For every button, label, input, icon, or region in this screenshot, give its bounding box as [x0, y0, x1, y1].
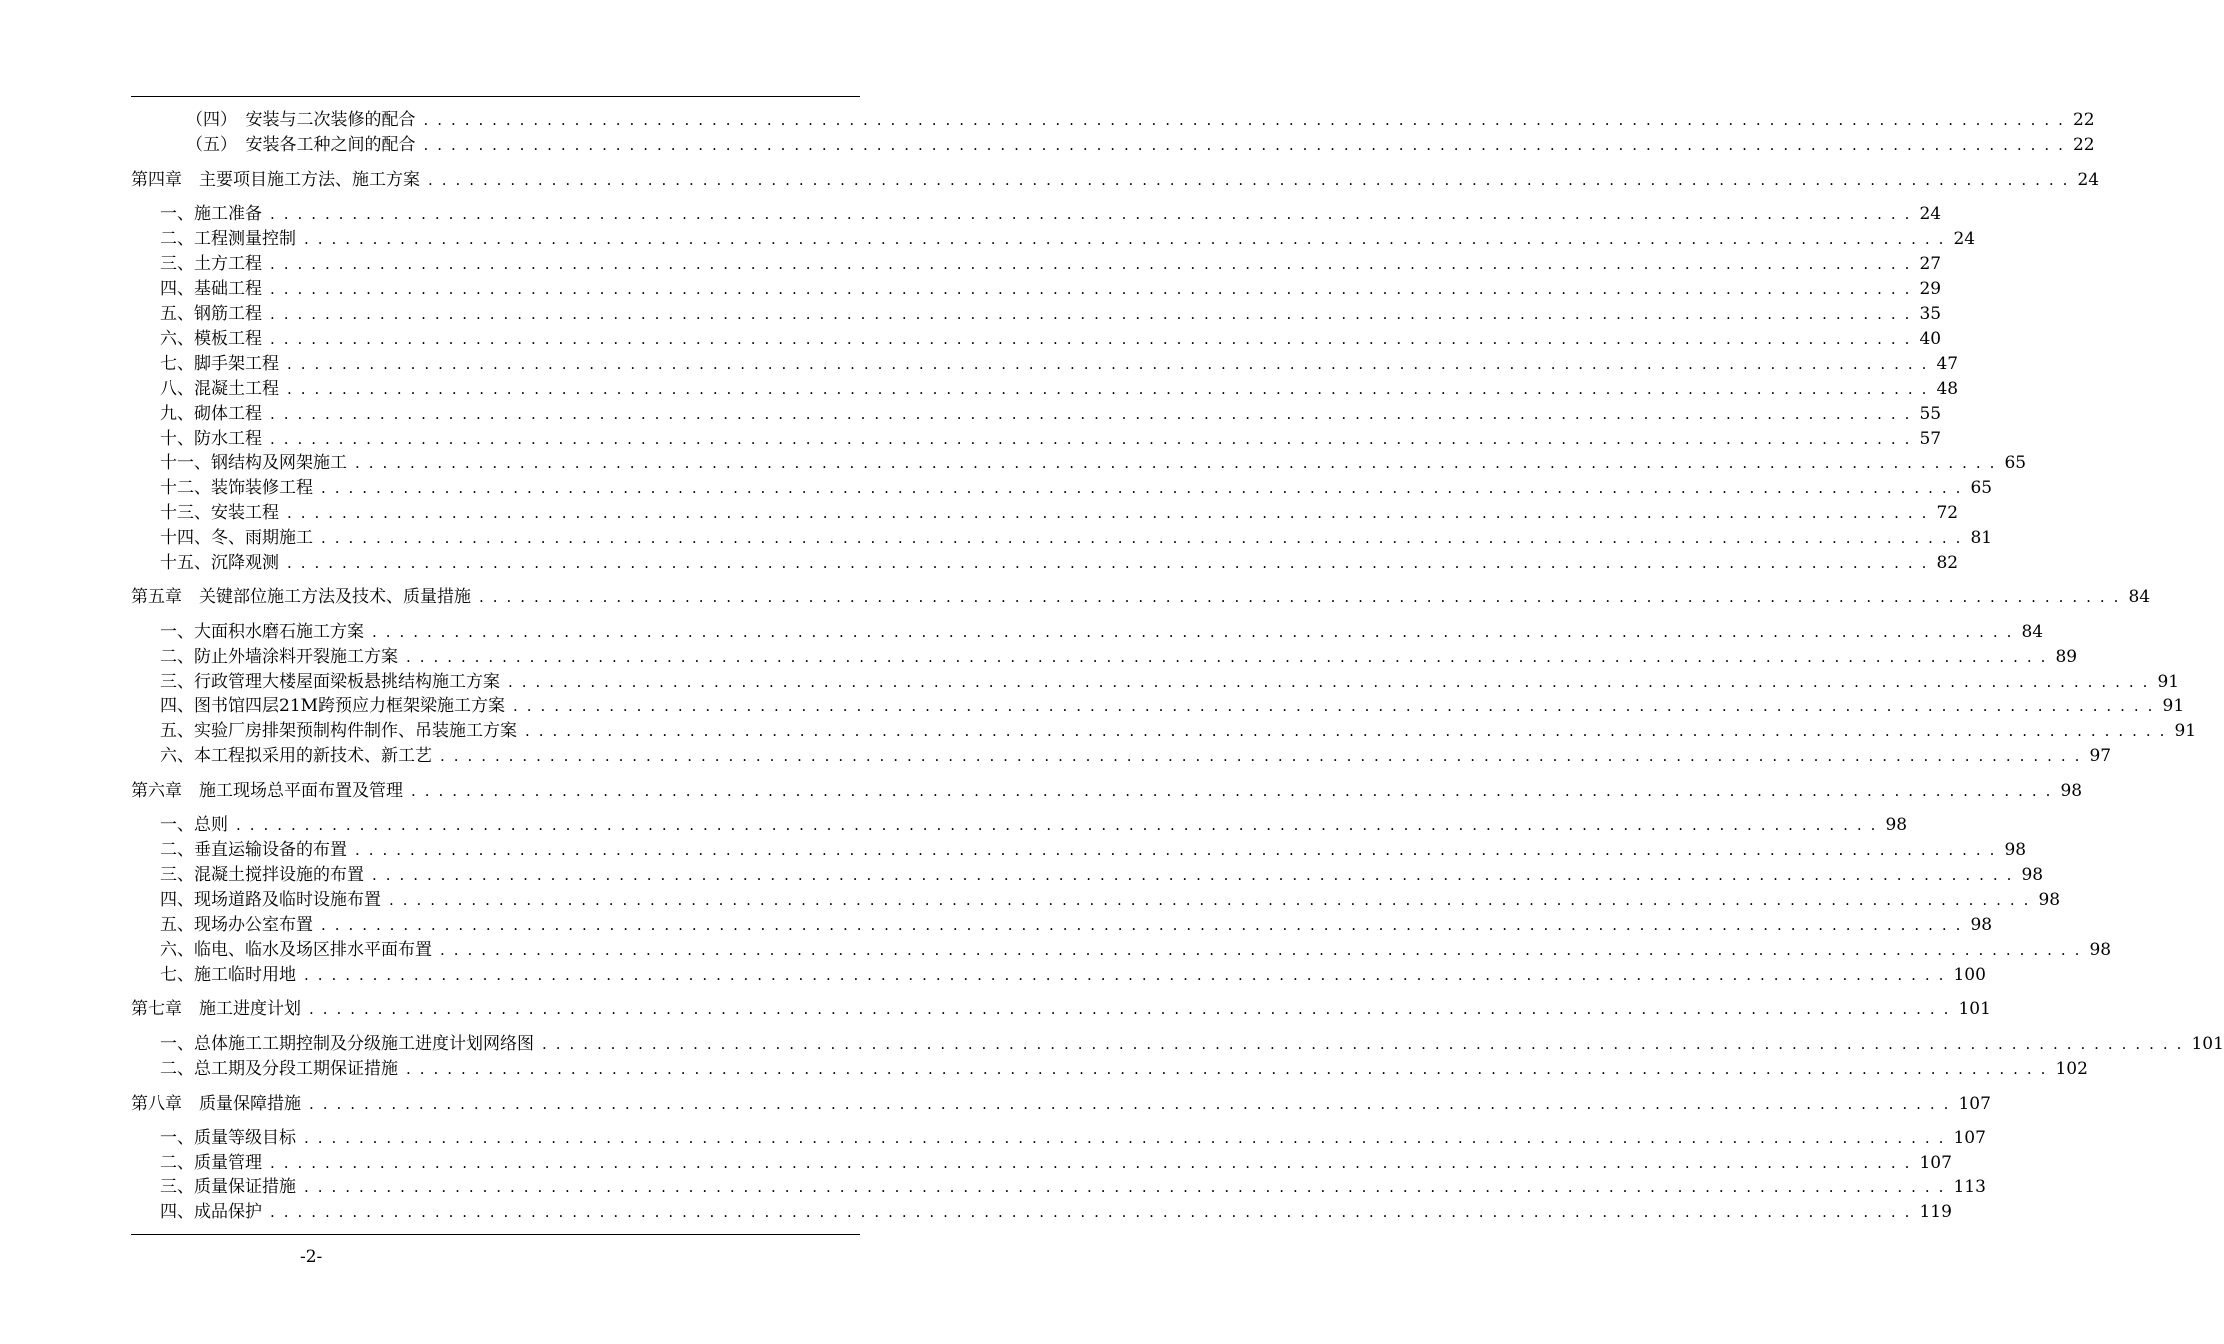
toc-entry-title: 六、本工程拟采用的新技术、新工艺: [160, 746, 432, 766]
toc-entry[interactable]: [160, 963, 1986, 987]
toc-entry[interactable]: [160, 227, 1976, 251]
toc-entry[interactable]: [160, 913, 1993, 937]
toc-entry[interactable]: [160, 476, 1993, 500]
toc-dot-leader: . . . . . . . . . . . . . . . . . . . . . . . . . . . . . . . . . . . . . . . . . . . . . . . . . . . . . . . . . . . . . . . . . . . . . . . . . . . . . . . . . . . . . . . . . . . . . . . . . . . . . . . . . . . . . . . . . . . . . . . .: [440, 941, 2082, 959]
toc-entry-page: 89: [2055, 647, 2078, 667]
toc-entry-title: （四） 安装与二次装修的配合: [186, 110, 416, 130]
toc-dot-leader: . . . . . . . . . . . . . . . . . . . . . . . . . . . . . . . . . . . . . . . . . . . . . . . . . . . . . . . . . . . . . . . . . . . . . . . . . . . . . . . . . . . . . . . . . . . . . . . . . . . . . . . . . . . . . . . . . . . . . . . .: [304, 230, 1946, 248]
toc-dot-leader: . . . . . . . . . . . . . . . . . . . . . . . . . . . . . . . . . . . . . . . . . . . . . . . . . . . . . . . . . . . . . . . . . . . . . . . . . . . . . . . . . . . . . . . . . . . . . . . . . . . . . . . . . . . . . . . . . . . . . . . .: [287, 380, 1929, 398]
toc-entry-page: 24: [2077, 170, 2100, 190]
toc-dot-leader: . . . . . . . . . . . . . . . . . . . . . . . . . . . . . . . . . . . . . . . . . . . . . . . . . . . . . . . . . . . . . . . . . . . . . . . . . . . . . . . . . . . . . . . . . . . . . . . . . . . . . . . . . . . . . . . . . . . . . . . .: [304, 1129, 1946, 1147]
toc-dot-leader: . . . . . . . . . . . . . . . . . . . . . . . . . . . . . . . . . . . . . . . . . . . . . . . . . . . . . . . . . . . . . . . . . . . . . . . . . . . . . . . . . . . . . . . . . . . . . . . . . . . . . . . . . . . . . . . . . . . . . . . .: [423, 111, 2065, 129]
toc-entry[interactable]: [160, 252, 1942, 276]
toc-entry[interactable]: [160, 377, 1959, 401]
toc-dot-leader: . . . . . . . . . . . . . . . . . . . . . . . . . . . . . . . . . . . . . . . . . . . . . . . . . . . . . . . . . . . . . . . . . . . . . . . . . . . . . . . . . . . . . . . . . . . . . . . . . . . . . . . . . . . . . . . . . . . . . . . .: [321, 916, 1963, 934]
toc-entry-title: 一、总体施工工期控制及分级施工进度计划网络图: [160, 1034, 534, 1054]
toc-entry-page: 107: [1919, 1153, 1952, 1173]
toc-entry-page: 55: [1919, 404, 1942, 424]
toc-entry-title: 四、图书馆四层21M跨预应力框架梁施工方案: [160, 696, 506, 716]
toc-entry-page: 91: [2157, 672, 2180, 692]
toc-entry-page: 98: [2060, 781, 2083, 801]
toc-entry-page: 98: [2021, 865, 2044, 885]
toc-dot-leader: . . . . . . . . . . . . . . . . . . . . . . . . . . . . . . . . . . . . . . . . . . . . . . . . . . . . . . . . . . . . . . . . . . . . . . . . . . . . . . . . . . . . . . . . . . . . . . . . . . . . . . . . . . . . . . . . . . . . . . . .: [287, 355, 1929, 373]
toc-dot-leader: . . . . . . . . . . . . . . . . . . . . . . . . . . . . . . . . . . . . . . . . . . . . . . . . . . . . . . . . . . . . . . . . . . . . . . . . . . . . . . . . . . . . . . . . . . . . . . . . . . . . . . . . . . . . . . . . . . . . . . . .: [423, 136, 2065, 154]
toc-entry-title: 十、防水工程: [160, 429, 262, 449]
toc-entry[interactable]: [131, 168, 2100, 192]
toc-entry[interactable]: [160, 838, 2027, 862]
toc-entry[interactable]: [160, 645, 2078, 669]
toc-dot-leader: . . . . . . . . . . . . . . . . . . . . . . . . . . . . . . . . . . . . . . . . . . . . . . . . . . . . . . . . . . . . . . . . . . . . . . . . . . . . . . . . . . . . . . . . . . . . . . . . . . . . . . . . . . . . . . . . . . . . . . . .: [236, 816, 1878, 834]
toc-entry[interactable]: [160, 620, 2044, 644]
toc-entry-title: 一、总则: [160, 815, 228, 835]
toc-entry[interactable]: [160, 277, 1942, 301]
toc-entry-page: 65: [1970, 478, 1993, 498]
toc-entry-title: 一、施工准备: [160, 204, 262, 224]
footer-page-number: -2-: [300, 1247, 323, 1267]
toc-entry[interactable]: [131, 585, 2151, 609]
toc-entry-page: 98: [2004, 840, 2027, 860]
toc-dot-leader: . . . . . . . . . . . . . . . . . . . . . . . . . . . . . . . . . . . . . . . . . . . . . . . . . . . . . . . . . . . . . . . . . . . . . . . . . . . . . . . . . . . . . . . . . . . . . . . . . . . . . . . . . . . . . . . . . . . . . . . .: [406, 648, 2048, 666]
toc-entry-title: 一、质量等级目标: [160, 1128, 296, 1148]
toc-entry-page: 98: [2089, 940, 2112, 960]
toc-entry[interactable]: [160, 327, 1942, 351]
toc-entry-title: 三、质量保证措施: [160, 1177, 296, 1197]
toc-dot-leader: . . . . . . . . . . . . . . . . . . . . . . . . . . . . . . . . . . . . . . . . . . . . . . . . . . . . . . . . . . . . . . . . . . . . . . . . . . . . . . . . . . . . . . . . . . . . . . . . . . . . . . . . . . . . . . . . . . . . . . . .: [372, 623, 2014, 641]
toc-entry-title: 四、基础工程: [160, 279, 262, 299]
toc-dot-leader: . . . . . . . . . . . . . . . . . . . . . . . . . . . . . . . . . . . . . . . . . . . . . . . . . . . . . . . . . . . . . . . . . . . . . . . . . . . . . . . . . . . . . . . . . . . . . . . . . . . . . . . . . . . . . . . . . . . . . . . .: [270, 205, 1912, 223]
toc-entry-title: 二、防止外墙涂料开裂施工方案: [160, 647, 398, 667]
toc-entry-title: 五、钢筋工程: [160, 304, 262, 324]
toc-entry[interactable]: [186, 133, 2095, 157]
toc-entry[interactable]: [160, 719, 2197, 743]
toc-entry-page: 35: [1919, 304, 1942, 324]
toc-entry-title: 第八章 质量保障措施: [131, 1094, 301, 1114]
toc-entry-title: 十一、钢结构及网架施工: [160, 453, 347, 473]
toc-entry-page: 91: [2162, 696, 2185, 716]
toc-entry-title: 五、实验厂房排架预制构件制作、吊装施工方案: [160, 721, 517, 741]
toc-entry-page: 119: [1919, 1202, 1952, 1222]
toc-entry-title: 第七章 施工进度计划: [131, 999, 301, 1019]
toc-entry-page: 101: [1958, 999, 1991, 1019]
toc-entry-title: 三、土方工程: [160, 254, 262, 274]
toc-entry[interactable]: [160, 202, 1942, 226]
toc-dot-leader: . . . . . . . . . . . . . . . . . . . . . . . . . . . . . . . . . . . . . . . . . . . . . . . . . . . . . . . . . . . . . . . . . . . . . . . . . . . . . . . . . . . . . . . . . . . . . . . . . . . . . . . . . . . . . . . . . . . . . . . .: [309, 1095, 1951, 1113]
toc-entry-title: 八、混凝土工程: [160, 379, 279, 399]
toc-entry-title: 第六章 施工现场总平面布置及管理: [131, 781, 403, 801]
toc-entry[interactable]: [160, 670, 2180, 694]
toc-entry[interactable]: [160, 744, 2112, 768]
toc-entry-title: 七、施工临时用地: [160, 965, 296, 985]
toc-entry-page: 82: [1936, 553, 1959, 573]
toc-entry-title: 二、垂直运输设备的布置: [160, 840, 347, 860]
toc-entry-title: 五、现场办公室布置: [160, 915, 313, 935]
toc-dot-leader: . . . . . . . . . . . . . . . . . . . . . . . . . . . . . . . . . . . . . . . . . . . . . . . . . . . . . . . . . . . . . . . . . . . . . . . . . . . . . . . . . . . . . . . . . . . . . . . . . . . . . . . . . . . . . . . . . . . . . . . .: [406, 1060, 2048, 1078]
toc-dot-leader: . . . . . . . . . . . . . . . . . . . . . . . . . . . . . . . . . . . . . . . . . . . . . . . . . . . . . . . . . . . . . . . . . . . . . . . . . . . . . . . . . . . . . . . . . . . . . . . . . . . . . . . . . . . . . . . . . . . . . . . .: [309, 1000, 1951, 1018]
toc-entry[interactable]: [131, 997, 1991, 1021]
toc-entry-page: 97: [2089, 746, 2112, 766]
toc-dot-leader: . . . . . . . . . . . . . . . . . . . . . . . . . . . . . . . . . . . . . . . . . . . . . . . . . . . . . . . . . . . . . . . . . . . . . . . . . . . . . . . . . . . . . . . . . . . . . . . . . . . . . . . . . . . . . . . . . . . . . . . .: [270, 1203, 1912, 1221]
toc-entry-title: 二、质量管理: [160, 1153, 262, 1173]
toc-entry[interactable]: [160, 551, 1959, 575]
toc-entry-title: 十二、装饰装修工程: [160, 478, 313, 498]
toc-entry-page: 65: [2004, 453, 2027, 473]
toc-entry-page: 107: [1958, 1094, 1991, 1114]
toc-entry-page: 81: [1970, 528, 1993, 548]
toc-entry-title: 十三、安装工程: [160, 503, 279, 523]
toc-entry-title: 六、模板工程: [160, 329, 262, 349]
toc-dot-leader: . . . . . . . . . . . . . . . . . . . . . . . . . . . . . . . . . . . . . . . . . . . . . . . . . . . . . . . . . . . . . . . . . . . . . . . . . . . . . . . . . . . . . . . . . . . . . . . . . . . . . . . . . . . . . . . . . . . . . . . .: [372, 866, 2014, 884]
toc-dot-leader: . . . . . . . . . . . . . . . . . . . . . . . . . . . . . . . . . . . . . . . . . . . . . . . . . . . . . . . . . . . . . . . . . . . . . . . . . . . . . . . . . . . . . . . . . . . . . . . . . . . . . . . . . . . . . . . . . . . . . . . .: [355, 841, 1997, 859]
toc-dot-leader: . . . . . . . . . . . . . . . . . . . . . . . . . . . . . . . . . . . . . . . . . . . . . . . . . . . . . . . . . . . . . . . . . . . . . . . . . . . . . . . . . . . . . . . . . . . . . . . . . . . . . . . . . . . . . . . . . . . . . . . .: [389, 891, 2031, 909]
toc-entry-page: 48: [1936, 379, 1959, 399]
toc-entry-title: 第四章 主要项目施工方法、施工方案: [131, 170, 420, 190]
toc-entry-page: 27: [1919, 254, 1942, 274]
toc-entry-page: 98: [1885, 815, 1908, 835]
toc-dot-leader: . . . . . . . . . . . . . . . . . . . . . . . . . . . . . . . . . . . . . . . . . . . . . . . . . . . . . . . . . . . . . . . . . . . . . . . . . . . . . . . . . . . . . . . . . . . . . . . . . . . . . . . . . . . . . . . . . . . . . . . .: [321, 529, 1963, 547]
toc-entry[interactable]: [160, 451, 2027, 475]
toc-entry-page: 22: [2072, 135, 2095, 155]
toc-dot-leader: . . . . . . . . . . . . . . . . . . . . . . . . . . . . . . . . . . . . . . . . . . . . . . . . . . . . . . . . . . . . . . . . . . . . . . . . . . . . . . . . . . . . . . . . . . . . . . . . . . . . . . . . . . . . . . . . . . . . . . . .: [525, 722, 2167, 740]
toc-entry-title: 九、砌体工程: [160, 404, 262, 424]
toc-entry-page: 22: [2072, 110, 2095, 130]
toc-dot-leader: . . . . . . . . . . . . . . . . . . . . . . . . . . . . . . . . . . . . . . . . . . . . . . . . . . . . . . . . . . . . . . . . . . . . . . . . . . . . . . . . . . . . . . . . . . . . . . . . . . . . . . . . . . . . . . . . . . . . . . . .: [440, 747, 2082, 765]
toc-entry-page: 57: [1919, 429, 1942, 449]
toc-dot-leader: . . . . . . . . . . . . . . . . . . . . . . . . . . . . . . . . . . . . . . . . . . . . . . . . . . . . . . . . . . . . . . . . . . . . . . . . . . . . . . . . . . . . . . . . . . . . . . . . . . . . . . . . . . . . . . . . . . . . . . . .: [287, 504, 1929, 522]
toc-entry[interactable]: [160, 402, 1942, 426]
toc-dot-leader: . . . . . . . . . . . . . . . . . . . . . . . . . . . . . . . . . . . . . . . . . . . . . . . . . . . . . . . . . . . . . . . . . . . . . . . . . . . . . . . . . . . . . . . . . . . . . . . . . . . . . . . . . . . . . . . . . . . . . . . .: [270, 430, 1912, 448]
toc-entry-page: 98: [1970, 915, 1993, 935]
toc-entry[interactable]: [186, 108, 2095, 132]
toc-entry-title: 四、现场道路及临时设施布置: [160, 890, 381, 910]
toc-entry-page: 47: [1936, 354, 1959, 374]
toc-entry[interactable]: [160, 1175, 1986, 1199]
toc-entry-page: 98: [2038, 890, 2061, 910]
toc-entry[interactable]: [160, 526, 1993, 550]
toc-entry-title: 三、混凝土搅拌设施的布置: [160, 865, 364, 885]
toc-dot-leader: . . . . . . . . . . . . . . . . . . . . . . . . . . . . . . . . . . . . . . . . . . . . . . . . . . . . . . . . . . . . . . . . . . . . . . . . . . . . . . . . . . . . . . . . . . . . . . . . . . . . . . . . . . . . . . . . . . . . . . . .: [428, 171, 2070, 189]
toc-dot-leader: . . . . . . . . . . . . . . . . . . . . . . . . . . . . . . . . . . . . . . . . . . . . . . . . . . . . . . . . . . . . . . . . . . . . . . . . . . . . . . . . . . . . . . . . . . . . . . . . . . . . . . . . . . . . . . . . . . . . . . . .: [411, 782, 2053, 800]
toc-entry-title: 七、脚手架工程: [160, 354, 279, 374]
header-rule: [131, 96, 860, 97]
toc-dot-leader: . . . . . . . . . . . . . . . . . . . . . . . . . . . . . . . . . . . . . . . . . . . . . . . . . . . . . . . . . . . . . . . . . . . . . . . . . . . . . . . . . . . . . . . . . . . . . . . . . . . . . . . . . . . . . . . . . . . . . . . .: [287, 554, 1929, 572]
toc-entry-page: 100: [1953, 965, 1986, 985]
toc-entry-page: 29: [1919, 279, 1942, 299]
toc-entry-page: 102: [2055, 1059, 2088, 1079]
toc-dot-leader: . . . . . . . . . . . . . . . . . . . . . . . . . . . . . . . . . . . . . . . . . . . . . . . . . . . . . . . . . . . . . . . . . . . . . . . . . . . . . . . . . . . . . . . . . . . . . . . . . . . . . . . . . . . . . . . . . . . . . . . .: [270, 405, 1912, 423]
toc-dot-leader: . . . . . . . . . . . . . . . . . . . . . . . . . . . . . . . . . . . . . . . . . . . . . . . . . . . . . . . . . . . . . . . . . . . . . . . . . . . . . . . . . . . . . . . . . . . . . . . . . . . . . . . . . . . . . . . . . . . . . . . .: [479, 588, 2121, 606]
toc-entry-page: 84: [2021, 622, 2044, 642]
toc-entry-page: 24: [1953, 229, 1976, 249]
toc-entry-title: 二、工程测量控制: [160, 229, 296, 249]
toc-entry[interactable]: [160, 1151, 1952, 1175]
toc-entry-title: 二、总工期及分段工期保证措施: [160, 1059, 398, 1079]
toc-entry-title: 十四、冬、雨期施工: [160, 528, 313, 548]
toc-dot-leader: . . . . . . . . . . . . . . . . . . . . . . . . . . . . . . . . . . . . . . . . . . . . . . . . . . . . . . . . . . . . . . . . . . . . . . . . . . . . . . . . . . . . . . . . . . . . . . . . . . . . . . . . . . . . . . . . . . . . . . . .: [321, 479, 1963, 497]
toc-entry[interactable]: [160, 1126, 1986, 1150]
toc-entry[interactable]: [160, 1200, 1952, 1224]
toc-dot-leader: . . . . . . . . . . . . . . . . . . . . . . . . . . . . . . . . . . . . . . . . . . . . . . . . . . . . . . . . . . . . . . . . . . . . . . . . . . . . . . . . . . . . . . . . . . . . . . . . . . . . . . . . . . . . . . . . . . . . . . . .: [508, 673, 2150, 691]
toc-entry[interactable]: [160, 813, 1908, 837]
toc-entry[interactable]: [160, 1057, 2088, 1081]
toc-dot-leader: . . . . . . . . . . . . . . . . . . . . . . . . . . . . . . . . . . . . . . . . . . . . . . . . . . . . . . . . . . . . . . . . . . . . . . . . . . . . . . . . . . . . . . . . . . . . . . . . . . . . . . . . . . . . . . . . . . . . . . . .: [270, 255, 1912, 273]
toc-entry[interactable]: [160, 888, 2061, 912]
toc-entry[interactable]: [131, 779, 2083, 803]
toc-dot-leader: . . . . . . . . . . . . . . . . . . . . . . . . . . . . . . . . . . . . . . . . . . . . . . . . . . . . . . . . . . . . . . . . . . . . . . . . . . . . . . . . . . . . . . . . . . . . . . . . . . . . . . . . . . . . . . . . . . . . . . . .: [542, 1035, 2184, 1053]
toc-dot-leader: . . . . . . . . . . . . . . . . . . . . . . . . . . . . . . . . . . . . . . . . . . . . . . . . . . . . . . . . . . . . . . . . . . . . . . . . . . . . . . . . . . . . . . . . . . . . . . . . . . . . . . . . . . . . . . . . . . . . . . . .: [270, 1154, 1912, 1172]
toc-entry[interactable]: [160, 302, 1942, 326]
toc-entry-title: （五） 安装各工种之间的配合: [186, 135, 416, 155]
toc-entry-page: 72: [1936, 503, 1959, 523]
toc-dot-leader: . . . . . . . . . . . . . . . . . . . . . . . . . . . . . . . . . . . . . . . . . . . . . . . . . . . . . . . . . . . . . . . . . . . . . . . . . . . . . . . . . . . . . . . . . . . . . . . . . . . . . . . . . . . . . . . . . . . . . . . .: [304, 1178, 1946, 1196]
toc-entry-title: 十五、沉降观测: [160, 553, 279, 573]
footer-rule: [131, 1234, 860, 1235]
toc-dot-leader: . . . . . . . . . . . . . . . . . . . . . . . . . . . . . . . . . . . . . . . . . . . . . . . . . . . . . . . . . . . . . . . . . . . . . . . . . . . . . . . . . . . . . . . . . . . . . . . . . . . . . . . . . . . . . . . . . . . . . . . .: [270, 330, 1912, 348]
toc-entry-title: 四、成品保护: [160, 1202, 262, 1222]
toc-entry-title: 第五章 关键部位施工方法及技术、质量措施: [131, 587, 471, 607]
toc-dot-leader: . . . . . . . . . . . . . . . . . . . . . . . . . . . . . . . . . . . . . . . . . . . . . . . . . . . . . . . . . . . . . . . . . . . . . . . . . . . . . . . . . . . . . . . . . . . . . . . . . . . . . . . . . . . . . . . . . . . . . . . .: [270, 305, 1912, 323]
toc-entry-page: 91: [2174, 721, 2197, 741]
toc-dot-leader: . . . . . . . . . . . . . . . . . . . . . . . . . . . . . . . . . . . . . . . . . . . . . . . . . . . . . . . . . . . . . . . . . . . . . . . . . . . . . . . . . . . . . . . . . . . . . . . . . . . . . . . . . . . . . . . . . . . . . . . .: [513, 697, 2155, 715]
toc-entry-page: 40: [1919, 329, 1942, 349]
toc-entry[interactable]: [160, 352, 1959, 376]
toc-entry-title: 六、临电、临水及场区排水平面布置: [160, 940, 432, 960]
toc-entry-page: 24: [1919, 204, 1942, 224]
toc-entry[interactable]: [160, 863, 2044, 887]
toc-entry[interactable]: [160, 501, 1959, 525]
toc-entry[interactable]: [160, 938, 2112, 962]
toc-entry-page: 107: [1953, 1128, 1986, 1148]
toc-entry[interactable]: [131, 1092, 1991, 1116]
toc-entry-page: 84: [2128, 587, 2151, 607]
toc-entry-page: 101: [2191, 1034, 2224, 1054]
toc-entry-page: 113: [1953, 1177, 1986, 1197]
toc-entry[interactable]: [160, 427, 1942, 451]
toc-entry[interactable]: [160, 694, 2185, 718]
toc-dot-leader: . . . . . . . . . . . . . . . . . . . . . . . . . . . . . . . . . . . . . . . . . . . . . . . . . . . . . . . . . . . . . . . . . . . . . . . . . . . . . . . . . . . . . . . . . . . . . . . . . . . . . . . . . . . . . . . . . . . . . . . .: [270, 280, 1912, 298]
toc-entry-title: 一、大面积水磨石施工方案: [160, 622, 364, 642]
toc-dot-leader: . . . . . . . . . . . . . . . . . . . . . . . . . . . . . . . . . . . . . . . . . . . . . . . . . . . . . . . . . . . . . . . . . . . . . . . . . . . . . . . . . . . . . . . . . . . . . . . . . . . . . . . . . . . . . . . . . . . . . . . .: [355, 454, 1997, 472]
toc-dot-leader: . . . . . . . . . . . . . . . . . . . . . . . . . . . . . . . . . . . . . . . . . . . . . . . . . . . . . . . . . . . . . . . . . . . . . . . . . . . . . . . . . . . . . . . . . . . . . . . . . . . . . . . . . . . . . . . . . . . . . . . .: [304, 966, 1946, 984]
toc-entry-title: 三、行政管理大楼屋面梁板悬挑结构施工方案: [160, 672, 500, 692]
toc-entry[interactable]: [160, 1032, 2224, 1056]
